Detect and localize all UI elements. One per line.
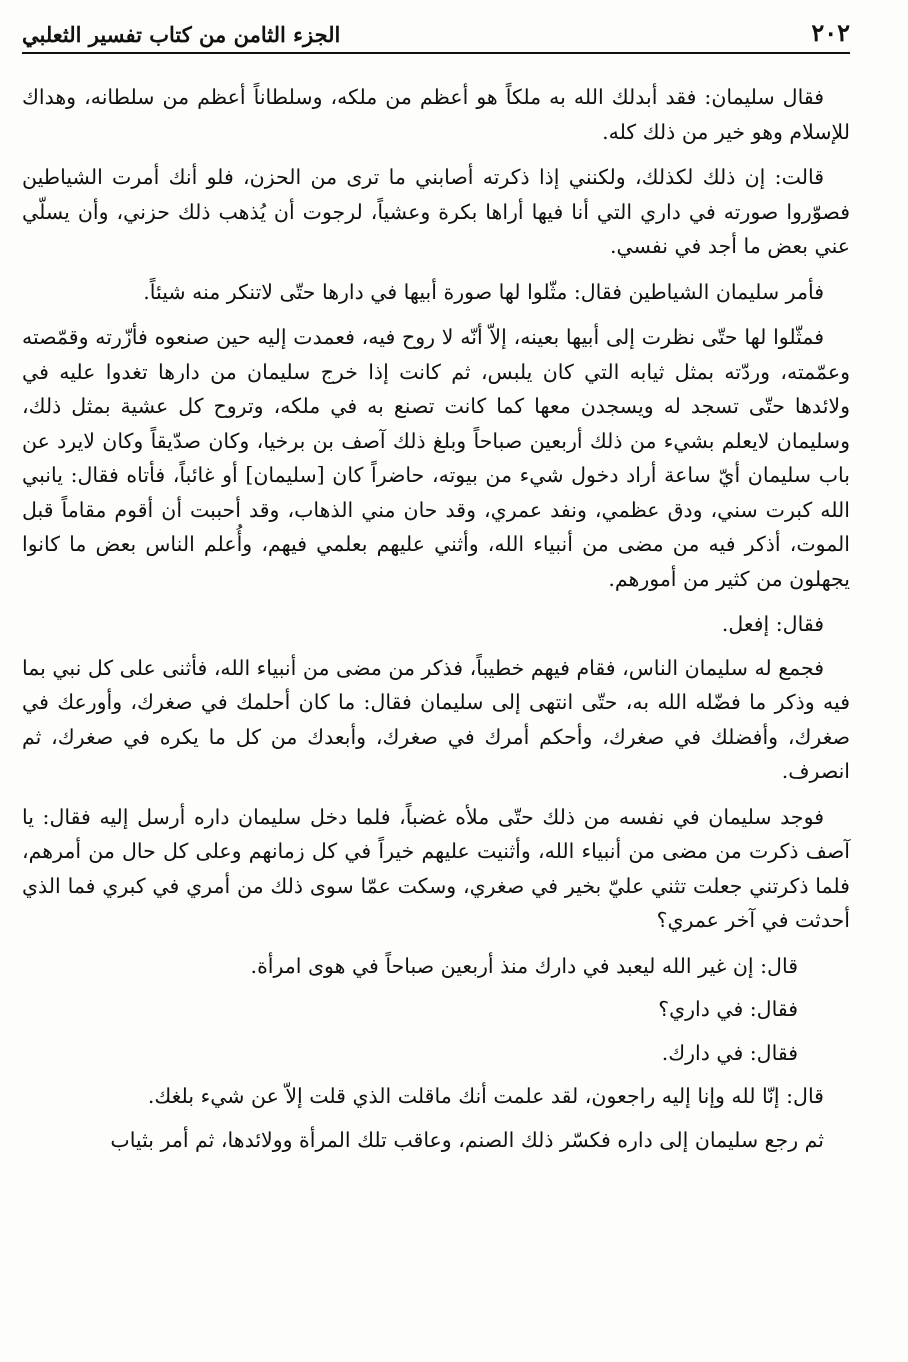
paragraph: فمثّلوا لها حتّى نظرت إلى أبيها بعينه، إلاّ أنّه لا روح فيه، فعمدت إليه حين صنعوه فأزّرته وقمّصته وعمّمته، وردّته بمثل ثيابه التي كان يلبس، ثم كانت إذا خرج سليمان من دارها تغدوا عليه في ولائدها حتّى تسجد له ويسجدن معها كما كانت تصنع به في ملكه، وتروح كل عشية بمثل ذلك، وسليمان لايعلم بشيء من ذلك أربعين صباحاً وبلغ ذلك آصف بن برخيا، وكان صدّيقاً وكان لايرد عن باب سليمان أيّ ساعة أراد دخول شيء من بيوته، حاضراً كان [سليمان] أو غائباً، فأتاه فقال: يانبي الله كبرت سني، ودق عظمي، ونفد عمري، وقد حان مني الذهاب، وقد أحببت أن أقوم مقاماً قبل الموت، أذكر فيه من مضى من أنبياء الله، وأثني عليهم بعلمي فيهم، وأُعلم الناس بعض ما كانوا يجهلون من كثير من أمورهم. <box>22 325 850 591</box>
paragraph: فأمر سليمان الشياطين فقال: مثّلوا لها صورة أبيها في دارها حتّى لاتنكر منه شيئاً. <box>143 279 824 304</box>
paragraph: قال: إن غير الله ليعبد في دارك منذ أربعين صباحاً في هوى امرأة. <box>250 953 798 978</box>
paragraph: قال: إنّا لله وإنا إليه راجعون، لقد علمت أنك ماقلت الذي قلت إلاّ عن شيء بلغك. <box>147 1084 824 1108</box>
page-body <box>22 54 850 1157</box>
page-header <box>22 14 850 54</box>
paragraph: فوجد سليمان في نفسه من ذلك حتّى ملأه غضباً، فلما دخل سليمان داره أرسل إليه فقال: يا آصف ذكرت من مضى من أنبياء الله، وأثنيت عليهم خيراً في كل زمانهم وعلى كل حال من أمرهم، فلما ذكرتني جعلت تثني عليّ بخير في صغري، وسكت عمّا سوى ذلك من أمري في كبري فما الذي أحدثت في آخر عمري؟ <box>22 804 850 932</box>
paragraph: فقال: في دارك. <box>661 1040 798 1065</box>
paragraph: فجمع له سليمان الناس، فقام فيهم خطيباً، فذكر من مضى من أنبياء الله، فأثنى على كل نبي بما فيه وذكر ما فضّله الله به، حتّى انتهى إلى سليمان فقال: ما كان أحلمك في صغرك، وأورعك في صغرك، وأفضلك في صغرك، وأحكم أمرك في صغرك، وأبعدك من كل ما يكره في صغرك، ثم انصرف. <box>22 655 850 783</box>
paragraph: قالت: إن ذلك لكذلك، ولكنني إذا ذكرته أصابني ما ترى من الحزن، فلو أنك أمرت الشياطين فصوّروا صورته في داري التي أنا فيها أراها بكرة وعشياً، لرجوت أن يُذهب ذلك حزني، وأن يسلّي عني بعض ما أجد في نفسي. <box>22 165 850 258</box>
running-title: الجزء الثامن من كتاب تفسير الثعلبي <box>22 22 341 47</box>
paragraph: ثم رجع سليمان إلى داره فكسّر ذلك الصنم، وعاقب تلك المرأة وولائدها، ثم أمر بثياب <box>110 1127 824 1152</box>
paragraph: فقال: إفعل. <box>721 612 824 636</box>
paragraph: فقال سليمان: فقد أبدلك الله به ملكاً هو أعظم من ملكه، وسلطاناً أعظم من سلطانه، وهداك للإسلام وهو خير من ذلك كله. <box>22 85 850 144</box>
paragraph: فقال: في داري؟ <box>658 997 798 1021</box>
page-number: ٢٠٢ <box>811 18 850 47</box>
